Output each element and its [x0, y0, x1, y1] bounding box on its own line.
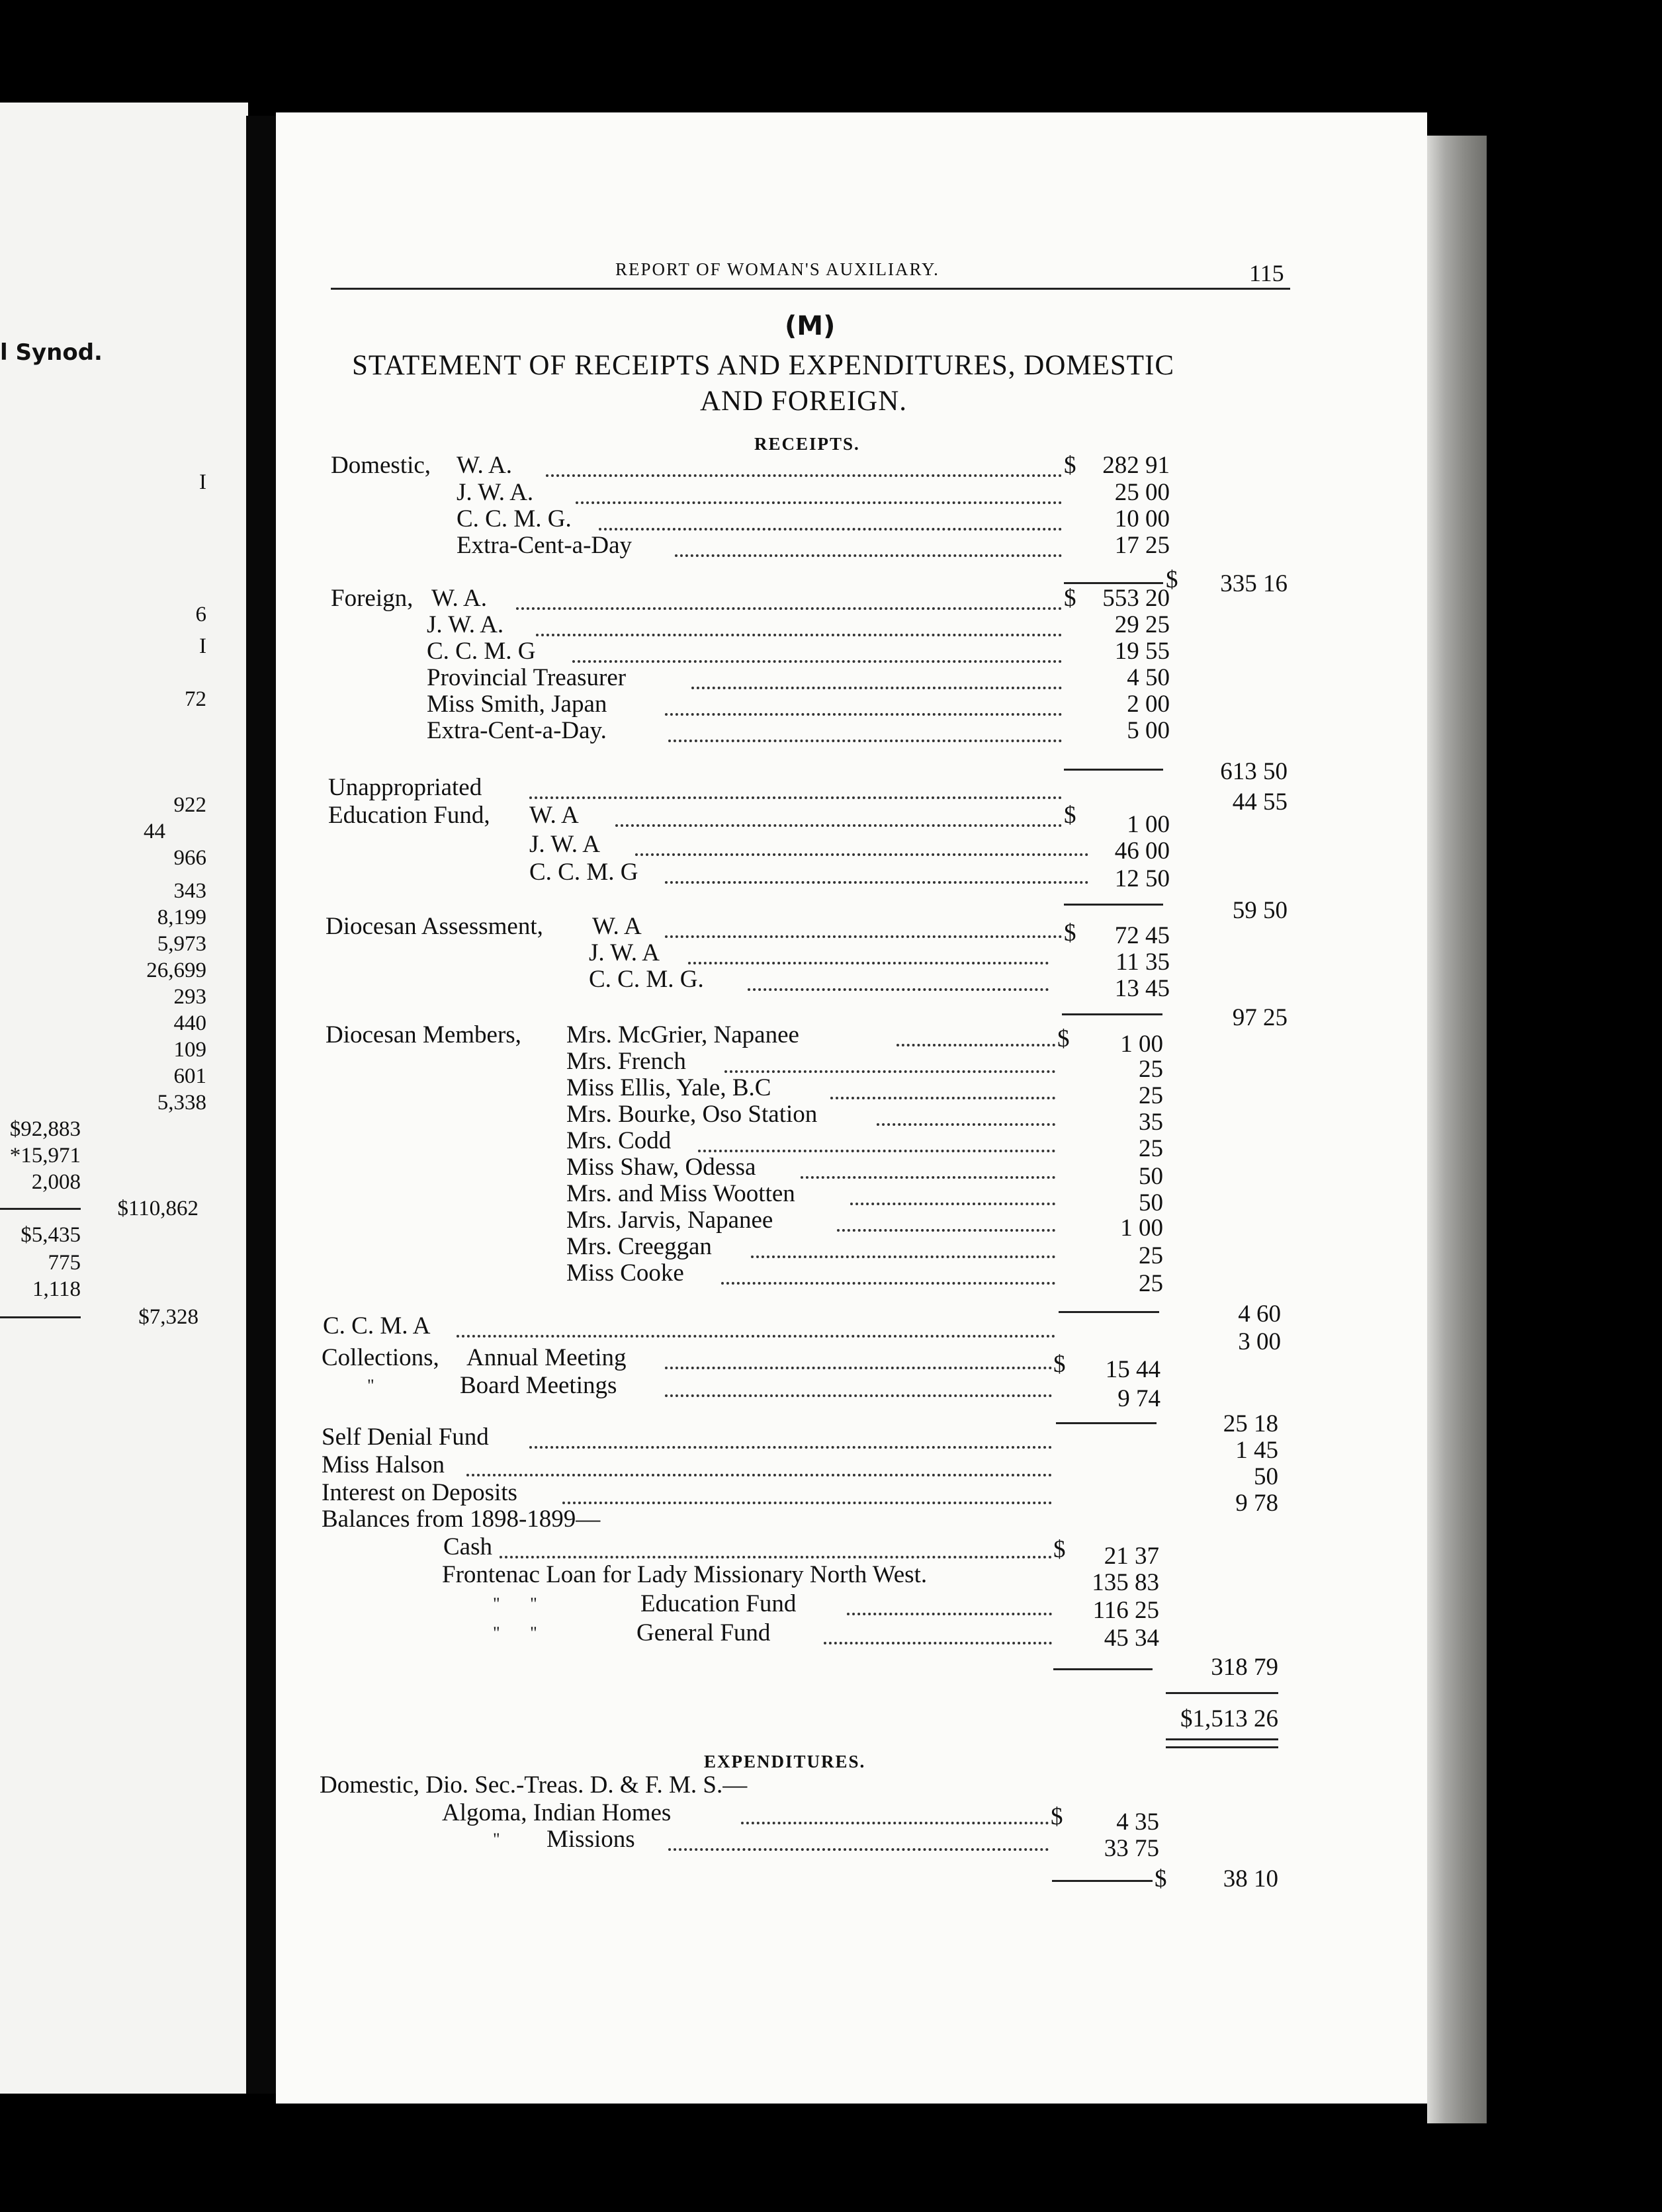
amount: 15 44	[1105, 1356, 1160, 1383]
member-name: Mrs. McGrier, Napanee	[566, 1021, 799, 1048]
grand-total-double-rule	[1166, 1738, 1278, 1748]
interest-total: 9 78	[1235, 1490, 1278, 1517]
amount: 25	[1139, 1056, 1163, 1083]
leader-dots	[877, 1123, 1055, 1126]
left-subtotal: 2,008	[31, 1170, 81, 1194]
leader-dots	[665, 1367, 1052, 1369]
domestic-wa: W. A.	[457, 452, 512, 479]
balances-cash: Cash	[443, 1533, 492, 1560]
left-value: 293	[173, 985, 206, 1009]
receipts-heading: RECEIPTS.	[754, 434, 860, 454]
left-value: 5,338	[157, 1091, 206, 1115]
collections-total: 25 18	[1223, 1410, 1278, 1437]
leader-dots	[599, 528, 1062, 531]
leader-dots	[457, 1335, 1055, 1338]
left-subtotal: *15,971	[9, 1144, 81, 1168]
amount: 1 00	[1120, 1214, 1163, 1242]
amount: 4 50	[1127, 664, 1170, 691]
self-denial-label: Self Denial Fund	[322, 1424, 489, 1451]
left-page	[0, 103, 248, 2094]
foreign-label: Foreign,	[331, 585, 414, 612]
left-value: 8,199	[157, 906, 206, 929]
collections-annual: Annual Meeting	[466, 1344, 627, 1371]
subtotal-rule	[1053, 1668, 1153, 1670]
leader-dots	[615, 824, 1062, 827]
leader-dots	[688, 962, 1049, 964]
amount: 116 25	[1092, 1597, 1159, 1624]
leader-dots	[466, 1474, 1052, 1476]
left-rule	[0, 1208, 81, 1210]
left-total: $110,862	[117, 1197, 198, 1220]
education-ccmg: C. C. M. G	[529, 859, 638, 886]
education-jwa: J. W. A	[529, 831, 600, 858]
dollar-sign: $	[1166, 566, 1178, 593]
foreign-wa: W. A.	[431, 585, 487, 612]
statement-title-2: AND FOREIGN.	[700, 386, 907, 417]
assessment-wa: W. A	[592, 913, 642, 940]
ditto-mark: " "	[493, 1623, 537, 1642]
dollar-sign: $	[1064, 919, 1076, 947]
balances-total: 318 79	[1211, 1654, 1278, 1681]
amount: 25	[1139, 1270, 1163, 1297]
domestic-total: 335 16	[1220, 570, 1288, 597]
amount: 2 00	[1127, 691, 1170, 718]
members-label: Diocesan Members,	[326, 1021, 521, 1048]
subtotal-rule	[1064, 904, 1163, 906]
amount: 5 00	[1127, 717, 1170, 744]
foreign-smith: Miss Smith, Japan	[427, 691, 607, 718]
amount: 21 37	[1104, 1543, 1159, 1570]
expenditures-total: 38 10	[1223, 1865, 1278, 1893]
leader-dots	[665, 935, 1062, 938]
amount: 46 00	[1114, 837, 1170, 865]
amount: 33 75	[1104, 1835, 1159, 1862]
left-value: 26,699	[146, 958, 206, 982]
page-edge	[1427, 136, 1487, 2123]
leader-dots	[572, 660, 1062, 663]
left-subtotal: $92,883	[9, 1117, 81, 1141]
subtotal-rule	[1062, 1013, 1162, 1015]
leader-dots	[721, 1282, 1055, 1285]
leader-dots	[529, 796, 1062, 799]
balances-frontenac: Frontenac Loan for Lady Missionary North West.	[442, 1561, 928, 1588]
leader-dots	[698, 1150, 1055, 1152]
leader-dots	[748, 988, 1049, 991]
leader-dots	[635, 853, 1088, 856]
ditto-mark: "	[367, 1376, 374, 1395]
amount: 12 50	[1114, 865, 1170, 892]
left-value: 6	[195, 603, 206, 626]
statement-title: STATEMENT OF RECEIPTS AND EXPENDITURES, DOMESTIC	[352, 350, 1175, 381]
dollar-sign: $	[1064, 802, 1076, 829]
foreign-provincial: Provincial Treasurer	[427, 664, 627, 691]
amount: 25	[1139, 1242, 1163, 1269]
ccma-total: 3 00	[1238, 1328, 1281, 1355]
left-rule	[0, 1316, 81, 1318]
member-name: Mrs. Codd	[566, 1127, 672, 1154]
left-subtotal: 1,118	[32, 1277, 81, 1301]
amount: 135 83	[1092, 1569, 1159, 1596]
ditto-mark: "	[493, 1830, 500, 1849]
unappropriated-total: 44 55	[1232, 788, 1288, 816]
leader-dots	[536, 634, 1062, 636]
subtotal-rule	[1059, 1311, 1159, 1313]
leader-dots	[897, 1044, 1055, 1046]
left-subtotal: $5,435	[21, 1223, 81, 1247]
total-rule	[1166, 1692, 1278, 1694]
leader-dots	[665, 1394, 1052, 1397]
member-name: Mrs. and Miss Wootten	[566, 1180, 795, 1207]
balances-general: General Fund	[636, 1619, 771, 1646]
leader-dots	[801, 1176, 1055, 1179]
amount: 4 35	[1116, 1808, 1159, 1836]
amount: 25	[1139, 1082, 1163, 1109]
grand-total: $1,513 26	[1180, 1705, 1278, 1732]
dollar-sign: $	[1064, 585, 1076, 612]
balances-education: Education Fund	[640, 1590, 797, 1617]
leader-dots	[824, 1642, 1052, 1644]
left-value: 966	[173, 846, 206, 870]
left-value: 5,973	[157, 932, 206, 956]
leader-dots	[724, 1070, 1055, 1073]
amount: 50	[1139, 1163, 1163, 1190]
dollar-sign: $	[1155, 1865, 1167, 1893]
amount: 72 45	[1114, 922, 1170, 949]
leader-dots	[668, 740, 1062, 742]
self-denial-total: 1 45	[1235, 1437, 1278, 1464]
expenditures-missions: Missions	[547, 1826, 635, 1853]
leader-dots	[741, 1822, 1049, 1824]
member-name: Miss Shaw, Odessa	[566, 1154, 756, 1181]
amount: 50	[1139, 1189, 1163, 1216]
amount: 1 00	[1127, 811, 1170, 838]
amount: 29 25	[1114, 611, 1170, 638]
running-title: REPORT OF WOMAN'S AUXILIARY.	[615, 259, 940, 279]
leader-dots	[516, 607, 1062, 610]
expenditures-domestic-label: Domestic, Dio. Sec.-Treas. D. & F. M. S.—	[320, 1771, 748, 1799]
amount: 282 91	[1102, 452, 1170, 479]
amount: 11 35	[1115, 949, 1170, 976]
leader-dots	[830, 1097, 1055, 1099]
subtotal-rule	[1052, 1880, 1153, 1882]
assessment-label: Diocesan Assessment,	[326, 913, 543, 940]
amount: 17 25	[1114, 532, 1170, 559]
amount: 9 74	[1117, 1385, 1160, 1412]
leader-dots	[500, 1556, 1052, 1558]
amount: 45 34	[1104, 1625, 1159, 1652]
book-gutter	[246, 116, 276, 2094]
left-total: $7,328	[138, 1305, 198, 1329]
amount: 10 00	[1114, 505, 1170, 532]
subtotal-rule	[1064, 769, 1163, 771]
dollar-sign: $	[1053, 1536, 1066, 1563]
member-name: Miss Cooke	[566, 1259, 684, 1287]
leader-dots	[576, 501, 1062, 504]
left-value: I	[199, 470, 206, 494]
amount: 553 20	[1102, 585, 1170, 612]
collections-board: Board Meetings	[460, 1372, 617, 1399]
leader-dots	[751, 1255, 1055, 1258]
amount: 19 55	[1114, 638, 1170, 665]
leader-dots	[546, 474, 1062, 477]
domestic-ccmg: C. C. M. G.	[457, 505, 572, 532]
member-name: Mrs. French	[566, 1048, 686, 1075]
leader-dots	[665, 881, 1088, 884]
foreign-extra-cent: Extra-Cent-a-Day.	[427, 717, 607, 744]
left-value: 343	[173, 879, 206, 903]
foreign-ccmg: C. C. M. G	[427, 638, 536, 665]
left-value: 72	[185, 687, 206, 711]
dollar-sign: $	[1064, 452, 1076, 479]
assessment-ccmg: C. C. M. G.	[589, 966, 704, 993]
members-total: 4 60	[1238, 1300, 1281, 1328]
subtotal-rule	[1056, 1422, 1157, 1424]
ccma-label: C. C. M. A	[323, 1312, 431, 1340]
leader-dots	[850, 1203, 1055, 1205]
amount: 1 00	[1120, 1031, 1163, 1058]
domestic-label: Domestic,	[331, 452, 431, 479]
collections-label: Collections,	[322, 1344, 439, 1371]
left-value: I	[199, 634, 206, 658]
dollar-sign: $	[1053, 1351, 1066, 1378]
education-wa: W. A	[529, 802, 579, 829]
expenditures-heading: EXPENDITURES.	[704, 1752, 866, 1771]
balances-label: Balances from 1898-1899—	[322, 1506, 601, 1533]
leader-dots	[675, 554, 1062, 557]
foreign-jwa: J. W. A.	[427, 611, 504, 638]
amount: 25	[1139, 1135, 1163, 1162]
education-total: 59 50	[1232, 897, 1288, 924]
ditto-mark: " "	[493, 1594, 537, 1613]
assessment-total: 97 25	[1232, 1004, 1288, 1031]
amount: 35	[1139, 1109, 1163, 1136]
left-value: 109	[173, 1038, 206, 1062]
left-subtotal: 775	[48, 1251, 81, 1275]
leader-dots	[847, 1613, 1052, 1615]
leader-dots	[691, 687, 1062, 689]
left-value: 922	[173, 793, 206, 817]
domestic-extra-cent: Extra-Cent-a-Day	[457, 532, 633, 559]
halson-label: Miss Halson	[322, 1451, 445, 1478]
leader-dots	[562, 1502, 1052, 1504]
unappropriated-label: Unappropriated	[328, 774, 482, 801]
left-value: 601	[173, 1064, 206, 1088]
leader-dots	[665, 713, 1062, 716]
subtotal-rule	[1064, 582, 1163, 584]
leader-dots	[837, 1229, 1055, 1232]
amount: 25 00	[1114, 479, 1170, 506]
foreign-total: 613 50	[1220, 758, 1288, 785]
dollar-sign: $	[1051, 1803, 1063, 1830]
left-value: 440	[173, 1011, 206, 1035]
header-rule	[331, 288, 1290, 290]
amount: 13 45	[1114, 975, 1170, 1002]
member-name: Mrs. Creeggan	[566, 1233, 712, 1260]
left-page-heading: l Synod.	[0, 339, 103, 366]
expenditures-algoma: Algoma, Indian Homes	[442, 1799, 672, 1826]
member-name: Miss Ellis, Yale, B.C	[566, 1074, 771, 1101]
domestic-jwa: J. W. A.	[457, 479, 534, 506]
halson-total: 50	[1254, 1463, 1278, 1490]
leader-dots	[668, 1848, 1049, 1851]
leader-dots	[529, 1446, 1052, 1449]
member-name: Mrs. Bourke, Oso Station	[566, 1101, 818, 1128]
left-value: 44	[144, 820, 165, 843]
statement-letter: (M)	[785, 311, 836, 341]
education-label: Education Fund,	[328, 802, 490, 829]
member-name: Mrs. Jarvis, Napanee	[566, 1207, 773, 1234]
dollar-sign: $	[1057, 1025, 1070, 1052]
interest-label: Interest on Deposits	[322, 1479, 517, 1506]
assessment-jwa: J. W. A	[589, 939, 660, 966]
page-number: 115	[1249, 260, 1284, 286]
